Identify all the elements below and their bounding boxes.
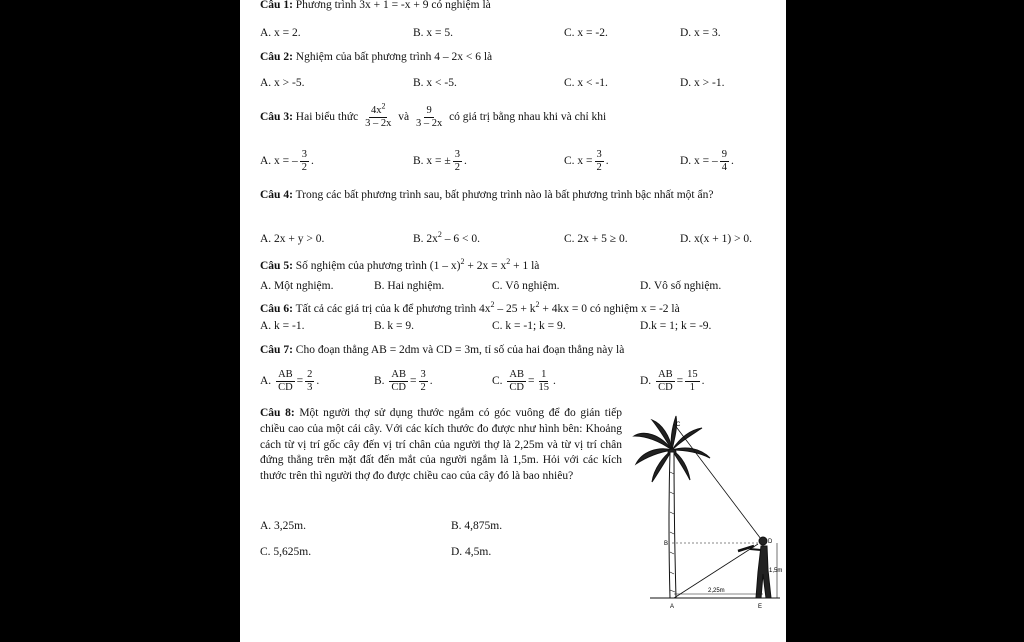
q6-option-a: A. k = -1. <box>260 320 305 332</box>
q8-option-b: B. 4,875m. <box>451 520 503 532</box>
q2-option-a: A. x > -5. <box>260 77 305 89</box>
q1-option-a: A. x = 2. <box>260 27 301 39</box>
distance-label: 2,25m <box>708 588 725 594</box>
q2-option-b: B. x < -5. <box>413 77 457 89</box>
q5-option-c: C. Vô nghiệm. <box>492 280 560 292</box>
q3-fraction-1: $\frac{4x^2}{3 - 2x}$ <box>365 101 392 129</box>
question-4: Câu 4: Trong các bất phương trình sau, bất phương trình nào là bất phương trình bậc nhất một ẩn? <box>260 189 714 201</box>
q1-option-c: C. x = -2. <box>564 27 608 39</box>
q5-equation: $(1 - x)^2 + 2x = x^2 + 1$ là <box>429 257 540 272</box>
height-label: 1,5m <box>769 568 783 574</box>
q2-option-d: D. x > -1. <box>680 77 725 89</box>
question-5: Câu 5: Số nghiệm của phương trình $(1 - x)^2 + 2x = x^2 + 1$ là <box>260 257 540 272</box>
q3-fraction-2: $\frac{9}{3 - 2x}$ <box>415 104 443 129</box>
q4-option-c: C. 2x + 5 ≥ 0. <box>564 233 628 245</box>
q6-option-b: B. k = 9. <box>374 320 415 332</box>
tree-trunk <box>669 452 676 598</box>
q8-option-a: A. 3,25m. <box>260 520 306 532</box>
q6-option-c: C. k = -1; k = 9. <box>492 320 566 332</box>
question-2: Câu 2: Nghiệm của bất phương trình 4 – 2x < 6 là <box>260 51 493 63</box>
q5-option-b: B. Hai nghiệm. <box>374 280 445 292</box>
q5-option-d: D. Vô số nghiệm. <box>640 280 722 292</box>
exam-page <box>240 0 786 642</box>
question-7: Câu 7: Cho đoạn thẳng AB = 2dm và CD = 3m, tỉ số của hai đoạn thẳng này là <box>260 344 625 356</box>
q7-option-d: D. $\frac{AB}{CD}$ = $\frac{15}{1}$ . <box>640 368 705 393</box>
q1-option-d: D. x = 3. <box>680 27 721 39</box>
q6-option-d: D.k = 1; k = -9. <box>640 320 712 332</box>
q7-option-a: A. $\frac{AB}{CD}$ = $\frac{2}{3}$ . <box>260 368 320 393</box>
point-b-label: B <box>664 541 669 547</box>
q3-option-b: B. x = ± $\frac{3}{2}$ . <box>413 148 467 173</box>
tree-measurement-figure <box>630 412 786 612</box>
point-a-label: A <box>670 604 675 610</box>
question-8: Câu 8: Một người thợ sử dụng thước ngắm có góc vuông để đo gián tiếp chiều cao của một cái cây. Với các kích thước đo được như hình bên: Khoảng cách từ vị trí gốc cây đến vị trí chân của người thợ là 2,25m và từ vị trí chân đứng thẳng trên mặt đất đến mắt của người ngắm là 1,5m. Hỏi với các kích thước trên thì người thợ đo được chiều cao của cây đó là bao nhiêu? <box>260 407 623 483</box>
point-d-label: D <box>768 539 773 545</box>
q7-option-b: B. $\frac{AB}{CD}$ = $\frac{3}{2}$ . <box>374 368 433 393</box>
q8-option-d: D. 4,5m. <box>451 546 492 558</box>
point-c-label: C <box>676 422 681 428</box>
q4-option-b: B. $2x^2 - 6 < 0$. <box>413 230 481 245</box>
q8-option-c: C. 5,625m. <box>260 546 312 558</box>
question-3: Câu 3: Hai biểu thức $\frac{4x^2}{3 - 2x}$ và $\frac{9}{3 - 2x}$ có giá trị bằng nhau khi và chỉ khi <box>260 101 607 129</box>
q3-option-a: A. x = – $\frac{3}{2}$ . <box>260 148 314 173</box>
question-6: Câu 6: Tất cả các giá trị của k để phương trình $4x^2 - 25 + k^2 + 4kx = 0$ có nghiệm x = -2 là <box>260 300 680 315</box>
q2-option-c: C. x < -1. <box>564 77 608 89</box>
q4-option-d: D. x(x + 1) > 0. <box>680 233 753 245</box>
q1-option-b: B. x = 5. <box>413 27 454 39</box>
q7-option-c: C. $\frac{AB}{CD}$ = $\frac{1}{15}$ . <box>492 368 556 393</box>
q3-option-d: D. x = – $\frac{9}{4}$ . <box>680 148 734 173</box>
question-1: Câu 1: Phương trình 3x + 1 = -x + 9 có nghiệm là <box>260 0 491 11</box>
q5-option-a: A. Một nghiệm. <box>260 280 334 292</box>
q4-option-a: A. 2x + y > 0. <box>260 233 325 245</box>
sight-line <box>674 424 764 543</box>
q3-option-c: C. x = $\frac{3}{2}$ . <box>564 148 609 173</box>
point-e-label: E <box>758 604 763 610</box>
